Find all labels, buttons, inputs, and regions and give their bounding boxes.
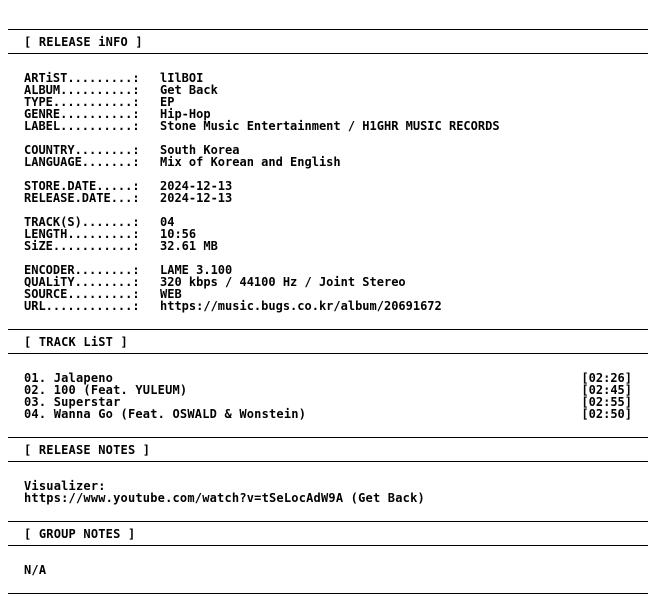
track-duration: [02:45] xyxy=(581,383,632,397)
divider xyxy=(8,29,648,30)
section-header-track-list: [ TRACK LiST ] xyxy=(24,335,128,349)
info-store-date: STORE.DATE.....: 2024-12-13 xyxy=(24,179,233,193)
info-size: SiZE...........: 32.61 MB xyxy=(24,239,218,253)
section-header-group-notes: [ GROUP NOTES ] xyxy=(24,527,136,541)
info-country: COUNTRY........: South Korea xyxy=(24,143,240,157)
info-label: LABEL..........: Stone Music Entertainment / H1GHR MUSIC RECORDS xyxy=(24,119,500,133)
track-title: 01. Jalapeno xyxy=(24,371,114,385)
info-album: ALBUM..........: Get Back xyxy=(24,83,218,97)
info-type: TYPE...........: EP xyxy=(24,95,175,109)
info-genre: GENRE..........: Hip-Hop xyxy=(24,107,211,121)
info-artist: ARTiST.........: lIlBOI xyxy=(24,71,204,85)
divider xyxy=(8,437,648,438)
divider xyxy=(8,593,648,594)
track-title: 04. Wanna Go (Feat. OSWALD & Wonstein) xyxy=(24,407,307,421)
info-language: LANGUAGE.......: Mix of Korean and English xyxy=(24,155,341,169)
info-quality: QUALiTY........: 320 kbps / 44100 Hz / Joint Stereo xyxy=(24,275,406,289)
group-notes-text: N/A xyxy=(24,563,47,577)
divider xyxy=(8,353,648,354)
section-header-release-notes: [ RELEASE NOTES ] xyxy=(24,443,151,457)
divider xyxy=(8,53,648,54)
info-release-date: RELEASE.DATE...: 2024-12-13 xyxy=(24,191,233,205)
track-title: 03. Superstar xyxy=(24,395,121,409)
divider xyxy=(8,545,648,546)
info-source: SOURCE.........: WEB xyxy=(24,287,182,301)
track-duration: [02:26] xyxy=(581,371,632,385)
release-notes-label: Visualizer: xyxy=(24,479,106,493)
info-tracks: TRACK(S).......: 04 xyxy=(24,215,175,229)
info-url[interactable]: URL............: https://music.bugs.co.kr/album/20691672 xyxy=(24,299,442,313)
divider xyxy=(8,521,648,522)
visualizer-link[interactable]: https://www.youtube.com/watch?v=tSeLocAdW9A (Get Back) xyxy=(24,491,425,505)
info-length: LENGTH.........: 10:56 xyxy=(24,227,197,241)
track-title: 02. 100 (Feat. YULEUM) xyxy=(24,383,188,397)
track-duration: [02:55] xyxy=(581,395,632,409)
album-url-link: https://music.bugs.co.kr/album/20691672 xyxy=(160,299,442,313)
info-encoder: ENCODER........: LAME 3.100 xyxy=(24,263,233,277)
divider xyxy=(8,329,648,330)
track-duration: [02:50] xyxy=(581,407,632,421)
section-header-release-info: [ RELEASE iNFO ] xyxy=(24,35,143,49)
divider xyxy=(8,461,648,462)
